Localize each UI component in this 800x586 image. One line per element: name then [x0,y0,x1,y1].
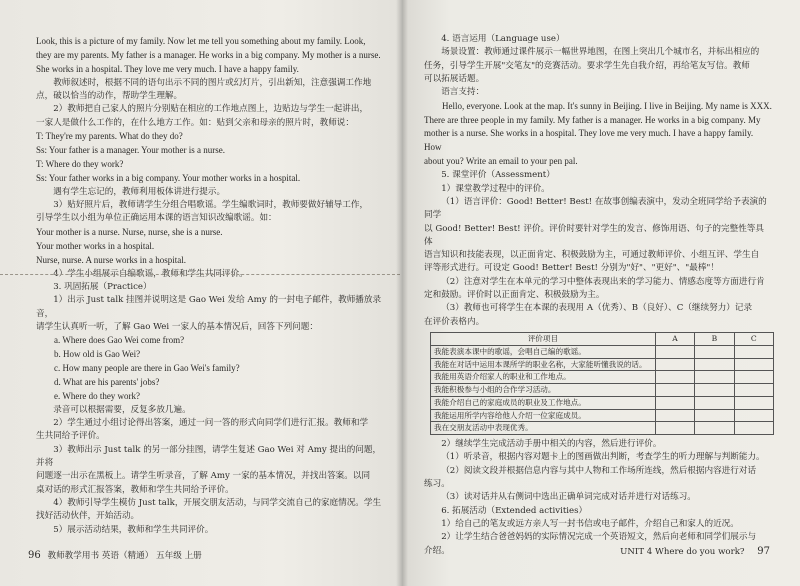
table-cell-a [655,396,694,409]
text-line: （3）读对话并从右侧词中选出正确单词完成对话并进行对话练习。 [441,492,696,503]
text-line: Nurse, nurse. A nurse works in a hospital. [36,254,186,265]
text-line: 任务，引导学生开展"交笔友"的竞赛活动。要求学生先自我介绍，再给笔友写信。教师 [424,60,750,71]
text-line: 2）继续学生完成活动手册中相关的内容，然后进行评价。 [441,439,662,450]
table-cell-c [734,409,773,422]
right-page-footer [620,544,770,560]
text-line: Hello, everyone. Look at the map. It's sunny in Beijing. I live in Beijing. My name is XXX. [442,100,772,111]
text-line: 6. 拓展活动（Extended activities） [441,505,588,516]
table-cell-c [734,358,773,371]
table-cell-c [734,384,773,397]
table-cell-a [655,384,694,397]
text-line: 一家人是做什么工作的，在什么地方工作。如：贴到父亲和母亲的照片时，教师说： [36,117,354,128]
page-fold-line [0,274,400,276]
table-cell-a [655,371,694,384]
text-line: 5）展示活动结果，教师和学生共同评价。 [53,524,214,535]
text-line: 介绍。 [424,545,450,556]
table-cell-item: 我能积极参与小组的合作学习活动。 [431,384,656,397]
table-row [431,345,774,358]
assessment-table [430,332,774,435]
text-line: 问题逐一出示在黑板上。请学生听录音，了解 Amy 一家的基本情况，并找出答案。以同 [36,471,371,482]
text-line: （1）听录音，根据内容对题卡上的图画做出判断，考查学生的听力理解与判断能力。 [441,452,765,463]
table-row [431,409,774,422]
text-line: about you? Write an email to your pen pal. [424,156,578,167]
text-line: 语言知识和技能表现，以正面肯定、积极鼓励为主，可通过教师评价、小组互评、学生自 [424,250,760,261]
right-page-body-bottom [424,438,772,558]
table-cell-a [655,409,694,422]
table-cell-item: 我能用英语介绍家人的职业和工作地点。 [431,371,656,384]
text-line: they are my parents. My father is a manager. He works in a big company. My mother is a nurse. [36,49,381,60]
text-line: 3）贴好照片后，教师请学生分组合唱歌谣。学生编歌词时，教师要做好辅导工作， [53,200,369,211]
text-line: 3. 巩固拓展（Practice） [53,281,152,292]
table-cell-item: 我能表演本课中的歌谣，会唱自己编的歌谣。 [431,345,656,358]
text-line: 4）教师引导学生模仿 Just talk，开展交朋友活动，与同学交流自己的家庭情况。学生 [53,498,382,508]
text-line: 练习。 [424,479,450,490]
text-line: She works in a hospital. They love me very much. I have a happy family. [36,63,299,74]
table-cell-c [734,345,773,358]
left-page-footer [28,548,202,564]
text-line: 4. 语言运用（Language use） [441,34,565,44]
book-gutter [396,0,408,586]
text-line: 语言支持： [441,87,485,98]
text-line: 4）学生小组展示自编歌谣，教师和学生共同评价。 [53,268,248,279]
text-line: （1）语言评价：Good! Better! Best! 在故事创编表演中，发动全班同学给予表演的同学 [424,196,767,221]
table-row [431,384,774,397]
table-header-c: C [734,333,773,346]
text-line: 5. 课堂评价（Assessment） [441,170,555,181]
text-line: 定和鼓励。评价时以正面肯定、积极鼓励为主。 [424,290,605,301]
right-page-body-top [424,33,772,329]
table-cell-b [695,384,734,397]
text-line: Your mother is a nurse. Nurse, nurse, she is a nurse. [36,226,223,237]
text-line: Ss: Your father works in a big company. Your mother works in a hospital. [36,172,301,183]
table-cell-c [734,396,773,409]
text-line: 3）教师出示 Just talk 的另一部分挂图，请学生复述 Gao Wei 对 Amy 提出的问题，并将 [36,444,382,469]
table-header-b: B [695,333,734,346]
table-cell-a [655,422,694,435]
table-cell-a [655,358,694,371]
text-line: 桌对话的形式汇报答案，教师和学生共同给予评价。 [36,484,234,495]
table-cell-b [695,409,734,422]
text-line: 录音可以根据需要，反复多放几遍。 [53,404,191,415]
text-line: 1）课堂教学过程中的评价。 [441,183,550,194]
table-header-item: 评价项目 [431,333,656,346]
table-cell-item: 我能介绍自己的家庭成员的职业及工作地点。 [431,396,656,409]
text-line: a. Where does Gao Wei come from? [54,335,185,346]
table-cell-item: 我在交朋友活动中表现优秀。 [431,422,656,435]
table-cell-b [695,358,734,371]
text-line: 1）出示 Just talk 挂图并说明这是 Gao Wei 发给 Amy 的一封电子邮件，教师播放录音， [36,295,382,319]
text-line: 遇有学生忘记的，教师利用板体讲进行提示。 [53,186,226,197]
text-line: （3）教师也可将学生在本课的表现用 A（优秀）、B（良好）、C（继续努力）记录 [441,303,753,314]
table-row [431,396,774,409]
text-line: 在评价表格内。 [424,316,485,327]
table-cell-c [734,422,773,435]
text-line: 引导学生以小组为单位正确运用本课的语言知识改编歌谣。如： [36,213,277,224]
text-line: 2）让学生结合爸爸妈妈的实际情况完成一个英语短文，然后向老师和同学们展示与 [441,532,757,543]
text-line: c. How many people are there in Gao Wei's family? [54,363,240,373]
table-cell-item: 我能运用所学内容给他人介绍一位家庭成员。 [431,409,656,422]
table-cell-b [695,345,734,358]
text-line: （2）注意对学生在本单元的学习中整体表现出来的学习能力、情感态度等方面进行肯 [441,276,765,287]
text-line: T: They're my parents. What do they do? [36,131,183,142]
right-page [402,0,800,586]
left-page-number: 96 [28,550,41,561]
text-line: 2）教师把自己家人的照片分别贴在相应的工作地点图上，边贴边与学生一起讲出， [53,104,369,115]
text-line: There are three people in my family. My father is a manager. He works in a big company. My [424,114,761,125]
text-line: （2）阅读文段并根据信息内容与其中人物和工作场所连线，然后根据内容进行对话 [441,465,757,476]
text-line: T: Where do they work? [36,158,124,169]
left-footer-title: 教师教学用书 英语（精通） 五年级 上册 [47,551,202,561]
text-line: 点，破以恰当的动作，帮助学生理解。 [36,91,183,102]
text-line: e. Where do they work? [54,390,141,401]
table-row [431,371,774,384]
text-line: 请学生认真听一听，了解 Gao Wei 一家人的基本情况后，回答下列问题： [36,321,318,332]
text-line: 教师叙述时，根据不同的语句出示不同的图片或幻灯片，引出新知，注意强调工作地 [53,77,372,88]
text-line: 1）给自己的笔友或远方亲人写一封书信或电子邮件，介绍自己和家人的近况。 [441,519,739,529]
text-line: d. What are his parents' jobs? [54,376,160,387]
right-footer-unit: UNIT 4 Where do you work? [620,547,745,557]
table-cell-b [695,371,734,384]
text-line: 以 Good! Better! Best! 评价。评价时要针对学生的发言、修饰用语、句子的完整性等具体 [424,223,764,247]
table-cell-b [695,396,734,409]
text-line: Your mother works in a hospital. [36,240,155,251]
text-line: 可以拓展话题。 [424,73,485,84]
text-line: Ss: Your father is a manager. Your mother is a nurse. [36,145,225,155]
right-page-number: 97 [757,546,770,557]
text-line: 找好活动伙伴，开始活动。 [36,511,140,522]
table-cell-item: 我能在对话中运用本课所学的职业名称，大家能听懂我说的话。 [431,358,656,371]
table-cell-c [734,371,773,384]
text-line: 场景设置：教师通过课件展示一幅世界地图，在图上突出几个城市名，并标出相应的 [441,47,760,58]
table-cell-a [655,345,694,358]
table-row [431,358,774,371]
left-page-body [36,35,384,537]
text-line: mother is a nurse. She works in a hospital. They love me very much. I have a happy family. How [424,128,754,153]
text-line: 2）学生通过小组讨论得出答案，通过一问一答的形式向同学们进行汇报。教师和学 [53,418,369,429]
text-line: Look, this is a picture of my family. Now let me tell you something about my family. Look, [36,36,366,46]
table-header-a: A [655,333,694,346]
text-line: 评等形式进行。可设定 Good! Better! Best! 分别为"好"、"更好"、"最棒"！ [424,263,719,274]
text-line: b. How old is Gao Wei? [54,349,141,360]
table-row [431,422,774,435]
table-cell-b [695,422,734,435]
text-line: 生共同给予评价。 [36,431,105,442]
assessment-table-header [431,333,774,346]
